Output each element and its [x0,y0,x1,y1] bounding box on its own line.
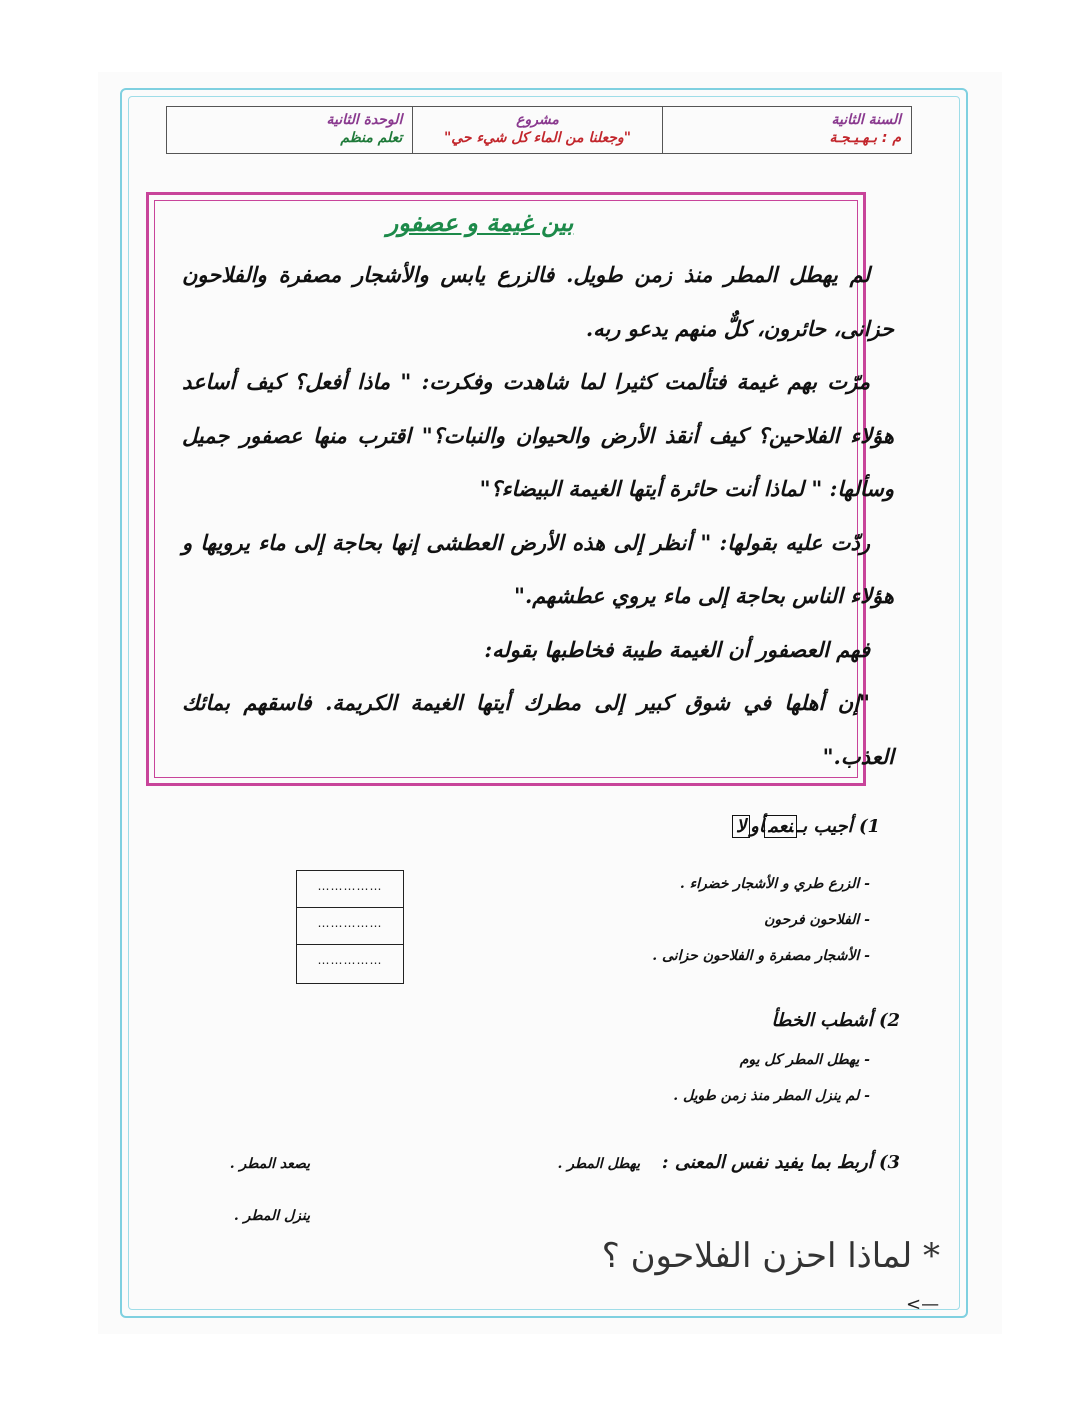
q3-title [640,1152,900,1173]
q1-yes: نعم [764,815,797,838]
learning-label: تعلم منظم [340,130,403,146]
q2-title [640,1010,900,1031]
story-paragraph: ردّت عليه بقولها: " أنظر إلى هذه الأرض العطشى إنها بحاجة إلى ماء يرويها و هؤلاء الناس بحاجة إلى ماء يروي عطشهم." [182,529,894,608]
handwritten-question [540,1236,940,1276]
story-paragraph: فهم العصفور أن الغيمة طيبة فخاطبها بقوله: [484,636,870,662]
answer-blank[interactable]: …………… [317,953,383,967]
answer-blank[interactable]: …………… [297,908,403,945]
q3-number: 3) [878,1152,900,1173]
q1-number: 1) [858,816,880,837]
q1-prefix: أجيب بـ [796,816,853,837]
teacher-label: م : بـهـيـجـة [829,130,901,146]
header-year-cell [662,107,911,153]
q1-or: أو [750,816,765,837]
q1-title [560,816,880,837]
story-paragraph: مرّت بهم غيمة فتألمت كثيرا لما شاهدت وفكرت: " ماذا أفعل؟ كيف أساعد هؤلاء الفلاحين؟ كيف أنقذ الأرض والحيوان والنبات؟" اقترب منها عصفور جميل وسألها: " لماذا أنت حائرة أيتها الغيمة البيضاء؟" [182,369,894,501]
story-paragraph: لم يهطل المطر منذ زمن طويل. فالزرع يابس والأشجار مصفرة والفلاحون حزانى، حائرون، كلٌّ منهم يدعو ربه. [182,262,894,341]
unit-label: الوحدة الثانية [326,112,403,128]
q2-number: 2) [878,1010,900,1031]
year-label: السنة الثانية [831,112,901,128]
handwritten-text: لماذا احزن الفلاحون ؟ [601,1236,913,1276]
header-project-cell [412,107,661,153]
star-icon: * [923,1236,940,1276]
q2-title-text: أشطب الخطأ [771,1010,873,1031]
project-label: مشروع [516,112,559,128]
story-paragraph: "إن أهلها في شوق كبير إلى مطرك أيتها الغيمة الكريمة. فاسقهم بمائك العذب." [182,690,894,769]
q3-option: ينزل المطر . [233,1208,310,1224]
arrow-icon: <— [906,1294,940,1315]
q2-item: - لم ينزل المطر منذ زمن طويل . [673,1088,870,1104]
q3-option: يصعد المطر . [229,1156,310,1172]
q1-no: لا [732,815,750,838]
q1-answer-boxes [296,870,404,984]
story-title: بين غيمة و عصفور [386,208,574,237]
answer-blank[interactable]: …………… [297,871,403,908]
header-unit-cell [167,107,412,153]
q3-title-text: أربط بما يفيد نفس المعنى : [661,1152,873,1173]
q1-item: - الزرع طري و الأشجار خضراء . [679,876,870,892]
q3-left-item: يهطل المطر . [557,1156,640,1172]
q1-item: - الأشجار مصفرة و الفلاحون حزانى . [652,948,870,964]
header-table [166,106,912,154]
story-text [182,248,894,783]
q2-item: - يهطل المطر كل يوم [739,1052,870,1068]
q1-item: - الفلاحون فرحون [764,912,870,928]
project-name: "وجعلنا من الماء كل شيء حي" [443,130,632,146]
